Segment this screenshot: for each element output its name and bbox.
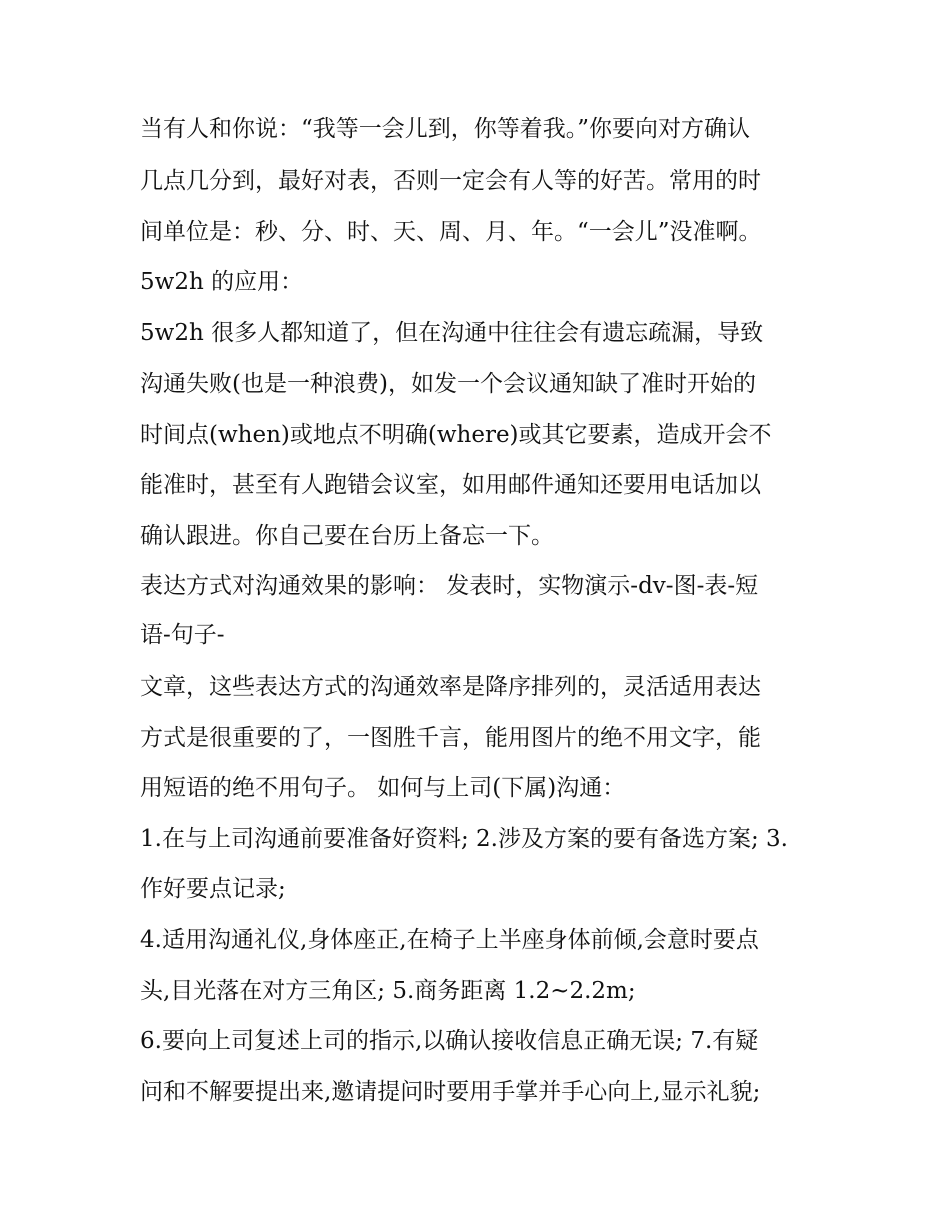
text-line: 时间点(when)或地点不明确(where)或其它要素，造成开会不 bbox=[140, 422, 772, 448]
list-item: 头,目光落在对方三角区; 5.商务距离 1.2~2.2m; bbox=[140, 978, 636, 1004]
text-line: 文章，这些表达方式的沟通效率是降序排列的，灵活适用表达 bbox=[140, 674, 761, 700]
section-heading: 5w2h 的应用： bbox=[140, 269, 304, 295]
text-line: 几点几分到，最好对表，否则一定会有人等的好苦。常用的时 bbox=[140, 168, 761, 194]
list-item: 问和不解要提出来,邀请提问时要用手掌并手心向上,显示礼貌; bbox=[140, 1079, 761, 1105]
text-line: 表达方式对沟通效果的影响： 发表时，实物演示-dv-图-表-短 bbox=[140, 573, 759, 599]
text-line: 确认跟进。你自己要在台历上备忘一下。 bbox=[140, 523, 554, 549]
list-item: 4.适用沟通礼仪,身体座正,在椅子上半座身体前倾,会意时要点 bbox=[140, 927, 759, 953]
text-line: 间单位是：秒、分、时、天、周、月、年。“一会儿”没准啊。 bbox=[140, 219, 762, 245]
text-line: 方式是很重要的了，一图胜千言，能用图片的绝不用文字，能 bbox=[140, 725, 761, 751]
text-line: 能准时，甚至有人跑错会议室，如用邮件通知还要用电话加以 bbox=[140, 472, 761, 498]
text-line: 沟通失败(也是一种浪费)，如发一个会议通知缺了准时开始的 bbox=[140, 371, 756, 397]
text-line: 5w2h 很多人都知道了，但在沟通中往往会有遗忘疏漏，导致 bbox=[140, 320, 764, 346]
list-item: 1.在与上司沟通前要准备好资料; 2.涉及方案的要有备选方案; 3. bbox=[140, 826, 788, 852]
text-line: 当有人和你说：“我等一会儿到，你等着我。”你要向对方确认 bbox=[140, 116, 751, 142]
text-line: 用短语的绝不用句子。 如何与上司(下属)沟通： bbox=[140, 775, 626, 801]
list-item: 作好要点记录; bbox=[140, 876, 286, 902]
text-line: 语-句子- bbox=[140, 622, 225, 648]
list-item: 6.要向上司复述上司的指示,以确认接收信息正确无误; 7.有疑 bbox=[140, 1028, 759, 1054]
